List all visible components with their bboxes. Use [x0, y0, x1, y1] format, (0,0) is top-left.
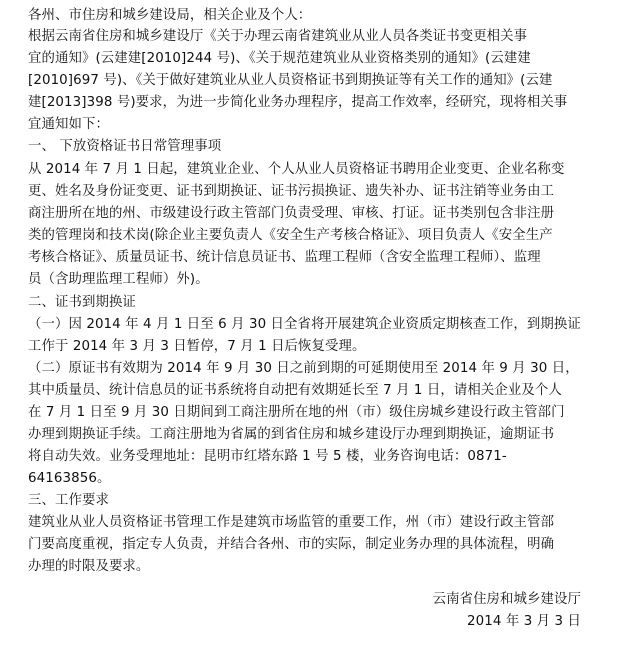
body-line: 建[2013]398 号)要求，为进一步简化业务办理程序，提高工作效率，经研究，现将相关事 [28, 95, 568, 110]
body-line: 考核合格证》、质量员证书、统计信息员证书、监理工程师（含安全监理工程师）、监理 [28, 250, 541, 265]
section-heading-2: 二、证书到期换证 [28, 295, 136, 310]
body-line: 员（含助理监理工程师）外)。 [28, 272, 209, 287]
section-heading-3: 三、工作要求 [28, 493, 109, 508]
body-line: （一）因 2014 年 4 月 1 日至 6 月 30 日全省将开展建筑企业资质定期核查工作，到期换证 [28, 317, 581, 332]
body-line: [2010]697 号)、《关于做好建筑业从业人员资格证书到期换证等有关工作的通知》(云建 [28, 73, 553, 88]
body-line: 宜的通知》(云建建[2010]244 号)、《关于规范建筑业从业资格类别的通知》(云建建 [28, 51, 531, 66]
body-line: 办理到期换证手续。工商注册地为省属的到省住房和城乡建设厅办理到期换证，逾期证书 [28, 427, 555, 442]
body-line: 工作于 2014 年 3 月 3 日暂停，7 月 1 日后恢复受理。 [28, 339, 366, 354]
issue-date: 2014 年 3 月 3 日 [467, 614, 581, 629]
body-line: 商注册所在地的州、市级建设行政主管部门负责受理、审核、打证。证书类别包含非注册 [28, 206, 555, 221]
body-line: 更、姓名及身份证变更、证书到期换证、证书污损换证、遗失补办、证书注销等业务由工 [28, 184, 555, 199]
issuer-signature: 云南省住房和城乡建设厅 [432, 592, 581, 607]
body-line: 其中质量员、统计信息员的证书系统将自动把有效期延长至 7 月 1 日，请相关企业及个人 [28, 383, 562, 398]
body-line: 在 7 月 1 日至 9 月 30 日期间到工商注册所在地的州（市）级住房城乡建设行政主管部门 [28, 405, 565, 420]
body-line: 64163856。 [28, 471, 111, 486]
body-line: 宜通知如下： [28, 117, 109, 132]
body-line: 根据云南省住房和城乡建设厅《关于办理云南省建筑业从业人员各类证书变更相关事 [28, 29, 528, 44]
body-line: 从 2014 年 7 月 1 日起，建筑业企业、个人从业人员资格证书聘用企业变更、企业名称变 [28, 162, 565, 177]
body-line: 类的管理岗和技术岗(除企业主要负责人《安全生产考核合格证》、项目负责人《安全生产 [28, 228, 553, 243]
body-line: 门要高度重视，指定专人负责，并结合各州、市的实际，制定业务办理的具体流程，明确 [28, 537, 555, 552]
section-heading-1: 一、 下放资格证书日常管理事项 [28, 139, 222, 154]
body-line: （二）原证书有效期为 2014 年 9 月 30 日之前到期的可延期使用至 2014 年 9 月 30 日， [28, 361, 579, 376]
salutation: 各州、市住房和城乡建设局，相关企业及个人： [28, 8, 312, 23]
body-line: 建筑业从业人员资格证书管理工作是建筑市场监管的重要工作，州（市）建设行政主管部 [28, 515, 555, 530]
body-line: 办理的时限及要求。 [28, 559, 150, 574]
body-line: 将自动失效。业务受理地址：昆明市红塔东路 1 号 5 楼，业务咨询电话：0871- [28, 449, 507, 464]
